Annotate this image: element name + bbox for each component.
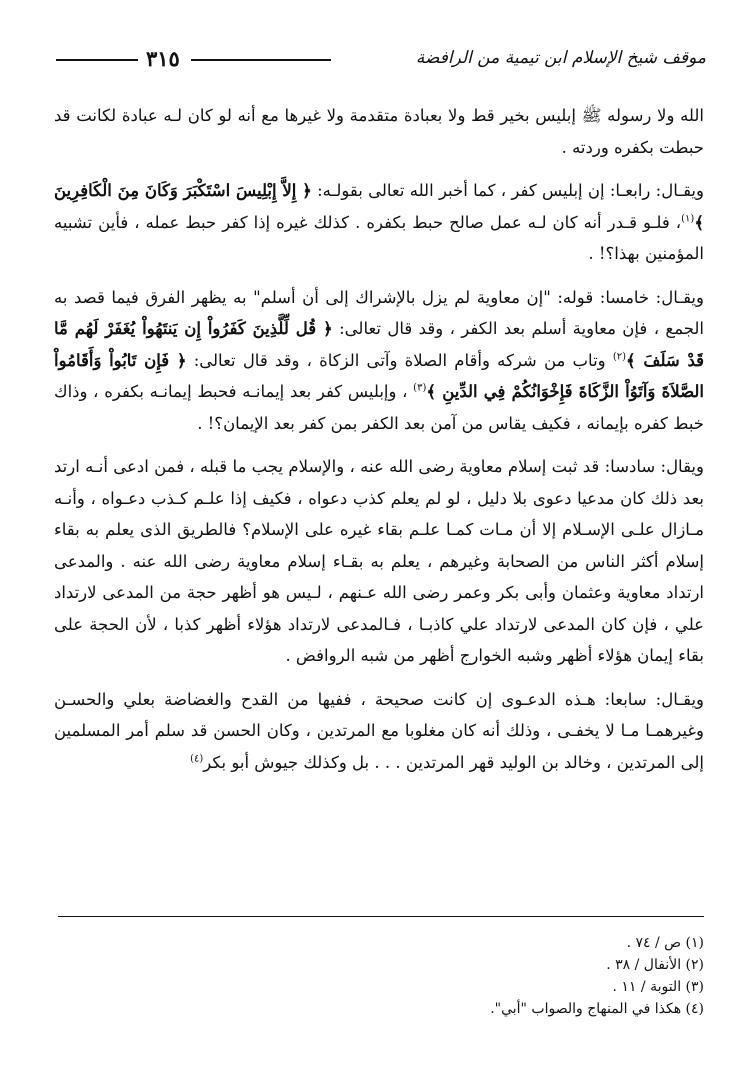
paragraph-text: وتاب من شركه وأقام الصلاة وآتى الزكاة ، وقد قال تعالى: (186, 350, 613, 370)
page-body (54, 100, 704, 790)
paragraph (54, 451, 704, 672)
quran-quote: ﴿ قُل لِّلَّذِينَ كَفَرُواْ إِن يَنتَهُواْ يُغَفَرْ لَهُم مَّا قَدْ سَلَفَ ﴾ (54, 319, 704, 370)
footnote: (٢) الأنفال / ٣٨ . (606, 957, 704, 973)
footnote-reference: (٣) (413, 382, 427, 394)
paragraph (54, 100, 704, 163)
paragraph (54, 282, 704, 440)
running-title: موقف شيخ الإسلام ابن تيمية من الرافضة (415, 48, 706, 68)
header-rule-left (56, 59, 138, 61)
quran-quote: ﴿ إِلاَّ إِبْلِيسَ اسْتَكْبَرَ وَكَانَ مِنَ الْكَافِرِينَ ﴾ (54, 181, 704, 232)
footnote-reference: (٤) (190, 753, 204, 764)
paragraph-text: الله ولا رسوله ﷺ إبليس بخير قط ولا بعبادة متقدمة ولا غيرها مع أنه لو كان لـه عبادة لكانت قد حبطت بكفره وردته . (54, 106, 704, 157)
paragraph-text: ويقـال: سابعا: هـذه الدعـوى إن كانت صحيحة ، ففيها من القدح والغضاضة بعلي والحسـن وغيرهمـا مـا لا يخفـى ، وذلك أنه كان مغلوبا مع المرتدين ، وكان الحسن قد سلم أمر المسلمين إلى المرتدين ، وخالد بن الوليد قهر المرتدين . . . بل وكذلك جيوش أبو بكر (54, 689, 704, 772)
paragraph-text: ويقـال: خامسا: قوله: "إن معاوية لم يزل بالإشراك إلى أن أسلم" به يظهر الفرق فيما قصد به الجمع ، فإن معاوية أسلم بعد الكفر ، وقد قال تعالى: (54, 287, 704, 338)
paragraph-text: ويقال: سادسا: قد ثبت إسلام معاوية رضى الله عنه ، والإسلام يجب ما قبله ، فمن ادعى أنـه ارتد بعد ذلك كان مدعيا دعوى بلا دليل ، لو لم يعلم كذب دعواه ، فكيف إذا علـم كـذب دعـواه ، وأنـه مـازال علـى الإسـلام إلا أن مـات كمـا علـم بقاء غيره على الإسلام؟ فالطريق الذى يعلم به بقاء إسلام أكثر الناس من الصحابة وغيرهم ، يعلم به بقـاء إسلام معاوية رضى الله عنه . والمدعى ارتداد معاوية وعثمان وأبى بكر وعمر رضى الله عـنهم ، لـيس هو أظهر حجة من المدعى لارتداد علي ، فإن كان المدعى لارتداد علي كاذبـا ، فـالمدعى لارتداد هؤلاء أظهر كذبا ، لأن الحجة على بقاء إيمان هؤلاء أظهر وشبه الخوارج أظهر من شبه الروافض . (54, 457, 704, 665)
footnote-separator (58, 916, 704, 917)
footnote-reference: (٢) (612, 351, 627, 362)
paragraph-text: ، وإبليس كفر بعد إيمانـه فحبط إيمانـه بكفره ، وذاك خبط كفره بإيمانه ، فكيف يقاس من آمن بعد الكفر بمن كفر بعد الإيمان؟! . (54, 382, 704, 433)
header-rule-right (191, 59, 331, 61)
paragraph-text: ويقـال: رابعـا: إن إبليس كفر ، كما أخبر الله تعالى بقولـه: (311, 181, 704, 200)
paragraph (54, 175, 704, 270)
footnote: (٣) التوبة / ١١ . (612, 979, 704, 995)
page-header (56, 46, 706, 76)
footnote-reference: (١) (681, 213, 695, 224)
page-number: ٣١٥ (146, 46, 180, 71)
paragraph-text: ، فلـو قـدر أنه كان لـه عمل صالح حبط بكفره . كذلك غيره إذا كفر حبط عمله ، فأين تشبيه المؤمنين بهذا؟! . (54, 212, 704, 263)
footnote: (١) ص / ٧٤ . (626, 935, 704, 951)
quran-quote: ﴿ فَإِن تَابُواْ وَأَقَامُواْ الصَّلاَةَ وَآتَوُاْ الزَّكَاةَ فَإِخْوَانُكُمْ فِي الدِّينِ ﴾ (54, 350, 704, 401)
footnote: (٤) هكذا في المنهاج والصواب "أبي". (490, 1001, 704, 1017)
footnotes (54, 932, 704, 1020)
paragraph (54, 684, 704, 779)
